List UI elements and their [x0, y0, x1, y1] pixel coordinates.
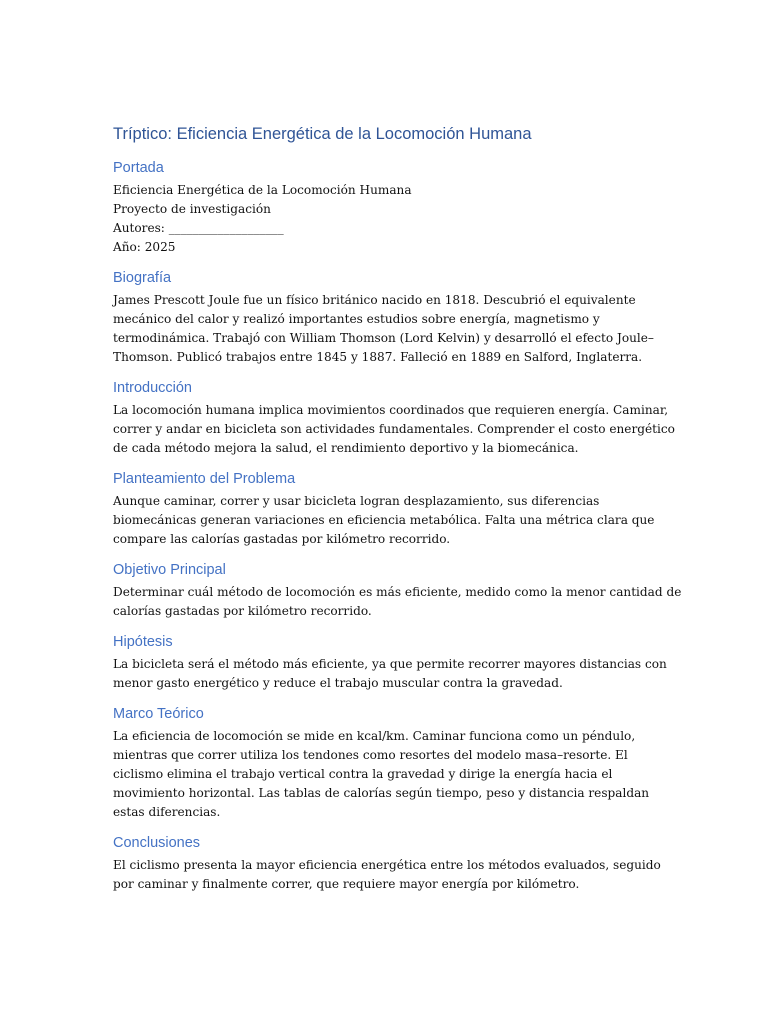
- text-line: compare las calorías gastadas por kilómetro recorrido.: [113, 532, 451, 546]
- text-line: La eficiencia de locomoción se mide en kcal/km. Caminar funciona como un péndulo,: [113, 729, 636, 743]
- text-line: movimiento horizontal. Las tablas de calorías según tiempo, peso y distancia respaldan: [113, 786, 650, 800]
- section-heading: Planteamiento del Problema: [113, 471, 296, 487]
- section-portada: [113, 158, 658, 257]
- section-paragraph: [113, 181, 658, 257]
- text-line: Determinar cuál método de locomoción es más eficiente, medido como la menor cantidad de: [113, 585, 682, 599]
- section-hipotesis: [113, 632, 667, 693]
- text-line: James Prescott Joule fue un físico británico nacido en 1818. Descubrió el equivalente: [113, 293, 636, 307]
- text-line: estas diferencias.: [113, 805, 221, 819]
- section-heading: Conclusiones: [113, 835, 201, 851]
- section-paragraph: [113, 492, 658, 549]
- text-line: de cada método mejora la salud, el rendimiento deportivo y la biomecánica.: [113, 441, 579, 455]
- text-line: Thomson. Publicó trabajos entre 1845 y 1887. Falleció en 1889 en Salford, Inglaterra.: [113, 350, 643, 364]
- text-line: La locomoción humana implica movimientos coordinados que requieren energía. Caminar,: [113, 403, 669, 417]
- section-heading: Biografía: [113, 270, 172, 286]
- text-line: mecánico del calor y realizó importantes estudios sobre energía, magnetismo y: [113, 312, 600, 326]
- section-planteamiento: [113, 469, 658, 549]
- text-line: La bicicleta será el método más eficiente, ya que permite recorrer mayores distancias con: [113, 657, 667, 671]
- text-line: correr y andar en bicicleta son actividades fundamentales. Comprender el costo energético: [113, 422, 675, 436]
- text-line: Año: 2025: [113, 240, 176, 254]
- text-line: Proyecto de investigación: [113, 202, 271, 216]
- section-paragraph: [113, 401, 675, 458]
- text-line: menor gasto energético y reduce el trabajo muscular contra la gravedad.: [113, 676, 563, 690]
- section-paragraph: [113, 856, 661, 894]
- text-line: calorías gastadas por kilómetro recorrido.: [113, 604, 372, 618]
- text-line: Eficiencia Energética de la Locomoción Humana: [113, 183, 412, 197]
- text-line: Autores: ___________________: [113, 221, 284, 235]
- section-conclusiones: [113, 833, 661, 894]
- text-line: ciclismo elimina el trabajo vertical contra la gravedad y dirige la energía hacia el: [113, 767, 613, 781]
- text-line: mientras que correr utiliza los tendones como resortes del modelo masa–resorte. El: [113, 748, 628, 762]
- section-paragraph: [113, 727, 658, 822]
- section-heading: Portada: [113, 160, 164, 176]
- section-paragraph: [113, 583, 682, 621]
- document-title: Tríptico: Eficiencia Energética de la Locomoción Humana: [113, 125, 532, 143]
- section-heading: Hipótesis: [113, 634, 173, 650]
- section-biografia: [113, 268, 658, 367]
- text-line: biomecánicas generan variaciones en eficiencia metabólica. Falta una métrica clara que: [113, 513, 655, 527]
- text-line: Aunque caminar, correr y usar bicicleta logran desplazamiento, sus diferencias: [113, 494, 600, 508]
- text-line: por caminar y finalmente correr, que requiere mayor energía por kilómetro.: [113, 877, 580, 891]
- section-objetivo: [113, 560, 682, 621]
- document-page: [113, 122, 682, 905]
- section-heading: Marco Teórico: [113, 706, 204, 722]
- text-line: termodinámica. Trabajó con William Thomson (Lord Kelvin) y desarrolló el efecto Joule–: [113, 331, 654, 345]
- section-paragraph: [113, 655, 667, 693]
- section-heading: Objetivo Principal: [113, 562, 226, 578]
- section-introduccion: [113, 378, 675, 458]
- section-heading: Introducción: [113, 380, 192, 396]
- section-marco-teorico: [113, 704, 658, 822]
- section-paragraph: [113, 291, 658, 367]
- text-line: El ciclismo presenta la mayor eficiencia energética entre los métodos evaluados, seguido: [113, 858, 661, 872]
